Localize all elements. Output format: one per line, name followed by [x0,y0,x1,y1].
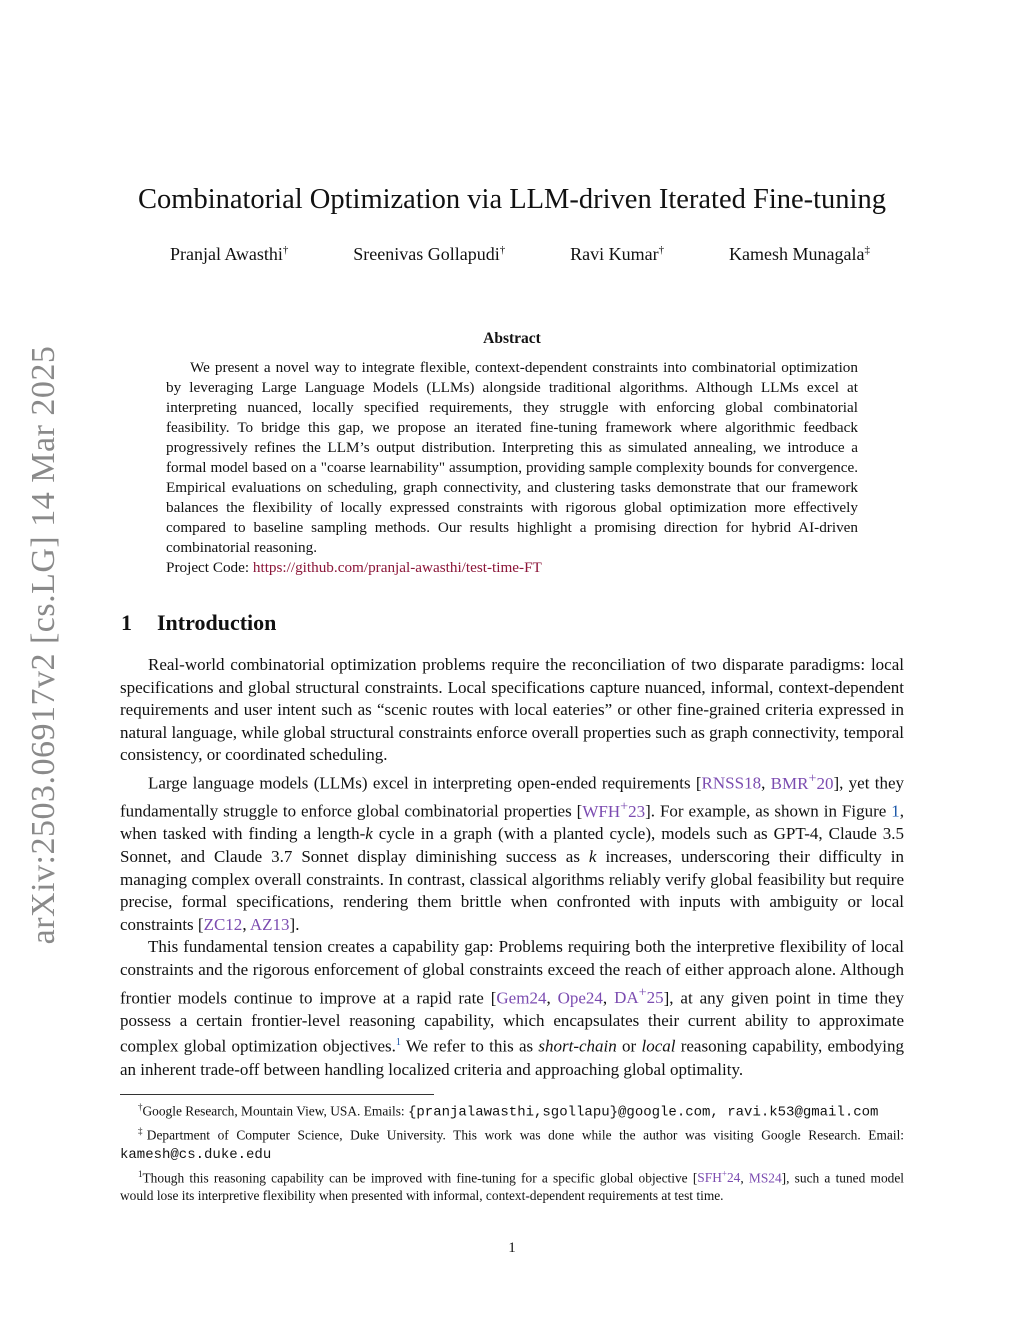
footnote-emails: {pranjalawasthi,sgollapu}@google.com, ravi.k53@gmail.com [407,1104,879,1121]
author: Pranjal Awasthi† [170,244,289,264]
citation-link[interactable]: BMR+20 [770,769,834,793]
paragraph: This fundamental tension creates a capability gap: Problems requiring both the interpretive flexibility of local constraints and the rigorous enforcement of global constraints exceed the reach of either approach alone. Although frontier models continue to improve at a rapid rate [Gem24, Ope24, DA+25], at any given point in time they possess a certain frontier-level reasoning capability, which encapsulates their current ability to approximate complex global optimization objectives.$^1$ We refer to this as short-chain or local reasoning capability, embodying an inherent trade-off between handling localized criteria and approaching global optimality. [120,937,904,1079]
author: Kamesh Munagala‡ [729,244,870,264]
citation-link[interactable]: Ope24 [557,988,603,1008]
paper-title: Combinatorial Optimization via LLM-driven Iterated Fine-tuning [138,184,886,215]
section-title: Introduction [157,610,277,635]
citation-link[interactable]: MS24 [748,1170,782,1186]
footnote-reference-link[interactable]: 1 [395,1037,401,1049]
footnote-email: kamesh@cs.duke.edu [120,1146,272,1163]
citation-link[interactable]: WFH+23 [582,798,646,821]
page-number: 1 [508,1240,516,1256]
author: Sreenivas Gollapudi† [353,244,506,264]
author: Ravi Kumar† [570,244,665,264]
footnote-divider [120,1094,434,1095]
citation-link[interactable]: SFH+24 [697,1168,741,1186]
citation-link[interactable]: RNSS18 [701,773,762,793]
footnotes [120,1098,904,1206]
abstract-heading: Abstract [483,330,541,347]
figure-reference-link[interactable]: 1 [891,801,900,821]
section-heading [121,610,276,636]
project-code-link[interactable]: https://github.com/pranjal-awasthi/test-time-FT [252,559,542,576]
citation-link[interactable]: DA+25 [614,984,664,1008]
paragraph: Real-world combinatorial optimization problems require the reconciliation of two disparate paradigms: local specifications and global structural constraints. Local specifications capture nuanced, informal, context-dependent requirements and user intent such as “scenic routes with local eateries” or other fine-grained criteria expressed in natural language, while global structural constraints enforce overall properties such as graph connectivity, temporal consistency, or coordinated scheduling. [120,655,904,765]
footnote: †Google Research, Mountain View, USA. Emails: {pranjalawasthi,sgollapu}@google.com, ravi.k53@gmail.com [138,1102,879,1121]
abstract-text: We present a novel way to integrate flexible, context-dependent constraints into combinatorial optimization by leveraging Large Language Models (LLMs) alongside traditional algorithms. Although LLMs excel at interpreting nuanced, locally specified requirements, they struggle with enforcing global combinatorial feasibility. To bridge this gap, we propose an iterated fine-tuning framework where algorithmic feedback progressively refines the LLM’s output distribution. Interpreting this as simulated annealing, we introduce a formal model based on a "coarse learnability" assumption, providing sample complexity bounds for convergence. Empirical evaluations on scheduling, graph connectivity, and clustering tasks demonstrate that our framework balances the flexibility of locally expressed constraints with rigorous global optimization more effectively compared to baseline sampling methods. Our results highlight a promising direction for hybrid AI-driven combinatorial reasoning. [166,359,858,556]
citation-link[interactable]: AZ13 [249,914,290,934]
project-code-line [166,558,858,578]
project-code-label: Project Code: [166,559,253,576]
footnote: $^1$Though this reasoning capability can be improved with fine-tuning for a specific global objective [SFH+24, MS24], such a tuned model would lose its interpretive flexibility when presented with informal, context-dependent requirements at test time. [120,1168,904,1204]
citation-link[interactable]: Gem24 [496,988,547,1008]
paragraph: Large language models (LLMs) excel in interpreting open-ended requirements [RNSS18, BMR+20], yet they fundamentally struggle to enforce global combinatorial properties [WFH+23]. For example, as shown in Figure 1, when tasked with finding a length-k cycle in a graph (with a planted cycle), models such as GPT-4, Claude 3.5 Sonnet, and Claude 3.7 Sonnet display diminishing success as k increases, underscoring their difficulty in managing complex overall constraints. In contrast, classical algorithms reliably verify global feasibility but require precise, formal specifications, rendering them brittle when confronted with inputs with ambiguity or local constraints [ZC12, AZ13]. [120,769,905,934]
arxiv-identifier: arXiv:2503.06917v2 [cs.LG] 14 Mar 2025 [25,345,62,945]
author-list [170,244,870,265]
section-number: 1 [121,610,132,635]
body-text [120,654,904,1081]
citation-link[interactable]: ZC12 [203,914,243,934]
footnote: ‡Department of Computer Science, Duke University. This work was done while the author was visiting Google Research. Email: kamesh@cs.duke.edu [120,1126,905,1163]
